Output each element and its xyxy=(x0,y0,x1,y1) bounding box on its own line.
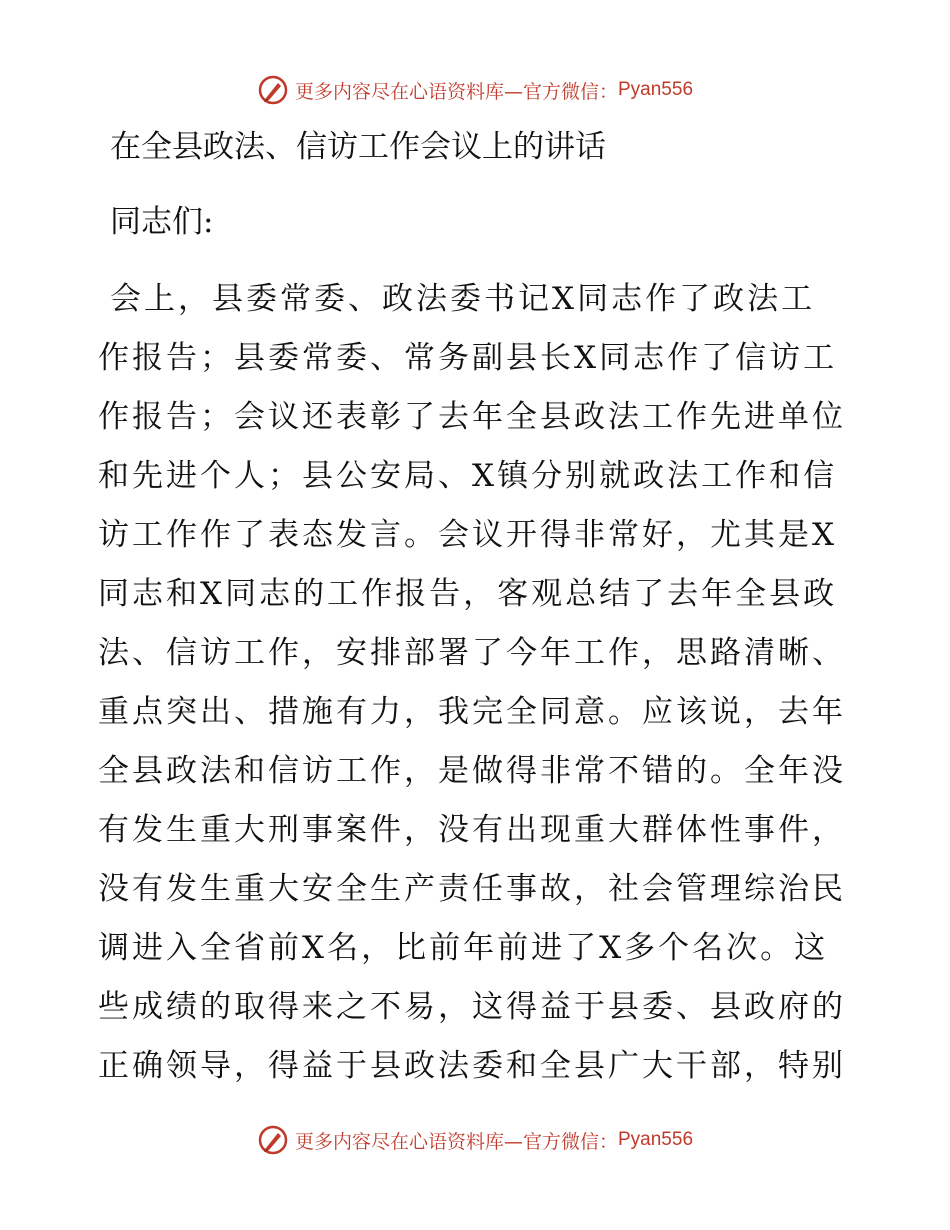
body-line: 作报告；会议还表彰了去年全县政法工作先进单位 xyxy=(98,399,846,435)
body-line: 法、信访工作，安排部署了今年工作，思路清晰、 xyxy=(98,635,846,671)
body-line: 访工作作了表态发言。会议开得非常好，尤其是X xyxy=(98,517,838,553)
body-line: 没有发生重大安全生产责任事故，社会管理综治民 xyxy=(98,871,846,907)
body-line: 正确领导，得益于县政法委和全县广大干部，特别 xyxy=(98,1048,846,1084)
pen-logo-icon xyxy=(257,1124,289,1156)
document-body xyxy=(98,270,858,1096)
body-line: 和先进个人；县公安局、X镇分别就政法工作和信 xyxy=(98,458,838,494)
watermark-header xyxy=(0,70,950,110)
body-line: 全县政法和信访工作，是做得非常不错的。全年没 xyxy=(98,753,846,789)
body-line: 同志和X同志的工作报告，客观总结了去年全县政 xyxy=(98,576,838,612)
body-line: 些成绩的取得来之不易，这得益于县委、县政府的 xyxy=(98,989,846,1025)
body-line: 会上，县委常委、政法委书记X同志作了政法工 xyxy=(110,281,816,317)
body-line: 作报告；县委常委、常务副县长X同志作了信访工 xyxy=(98,340,838,376)
greeting: 同志们: xyxy=(110,204,214,240)
watermark-wechat-id: Pyan556 xyxy=(618,1129,694,1150)
body-line: 调进入全省前X名，比前年前进了X多个名次。这 xyxy=(98,930,829,966)
document-title: 在全县政法、信访工作会议上的讲话 xyxy=(110,129,606,165)
watermark-wechat-id: Pyan556 xyxy=(618,79,694,100)
body-line: 有发生重大刑事案件，没有出现重大群体性事件， xyxy=(98,812,846,848)
pen-logo-icon xyxy=(257,74,289,106)
watermark-text: 更多内容尽在心语资料库—官方微信： xyxy=(294,80,618,103)
body-line: 重点突出、措施有力，我完全同意。应该说，去年 xyxy=(98,694,846,730)
watermark-footer xyxy=(0,1120,950,1160)
watermark-text: 更多内容尽在心语资料库—官方微信： xyxy=(294,1130,618,1153)
